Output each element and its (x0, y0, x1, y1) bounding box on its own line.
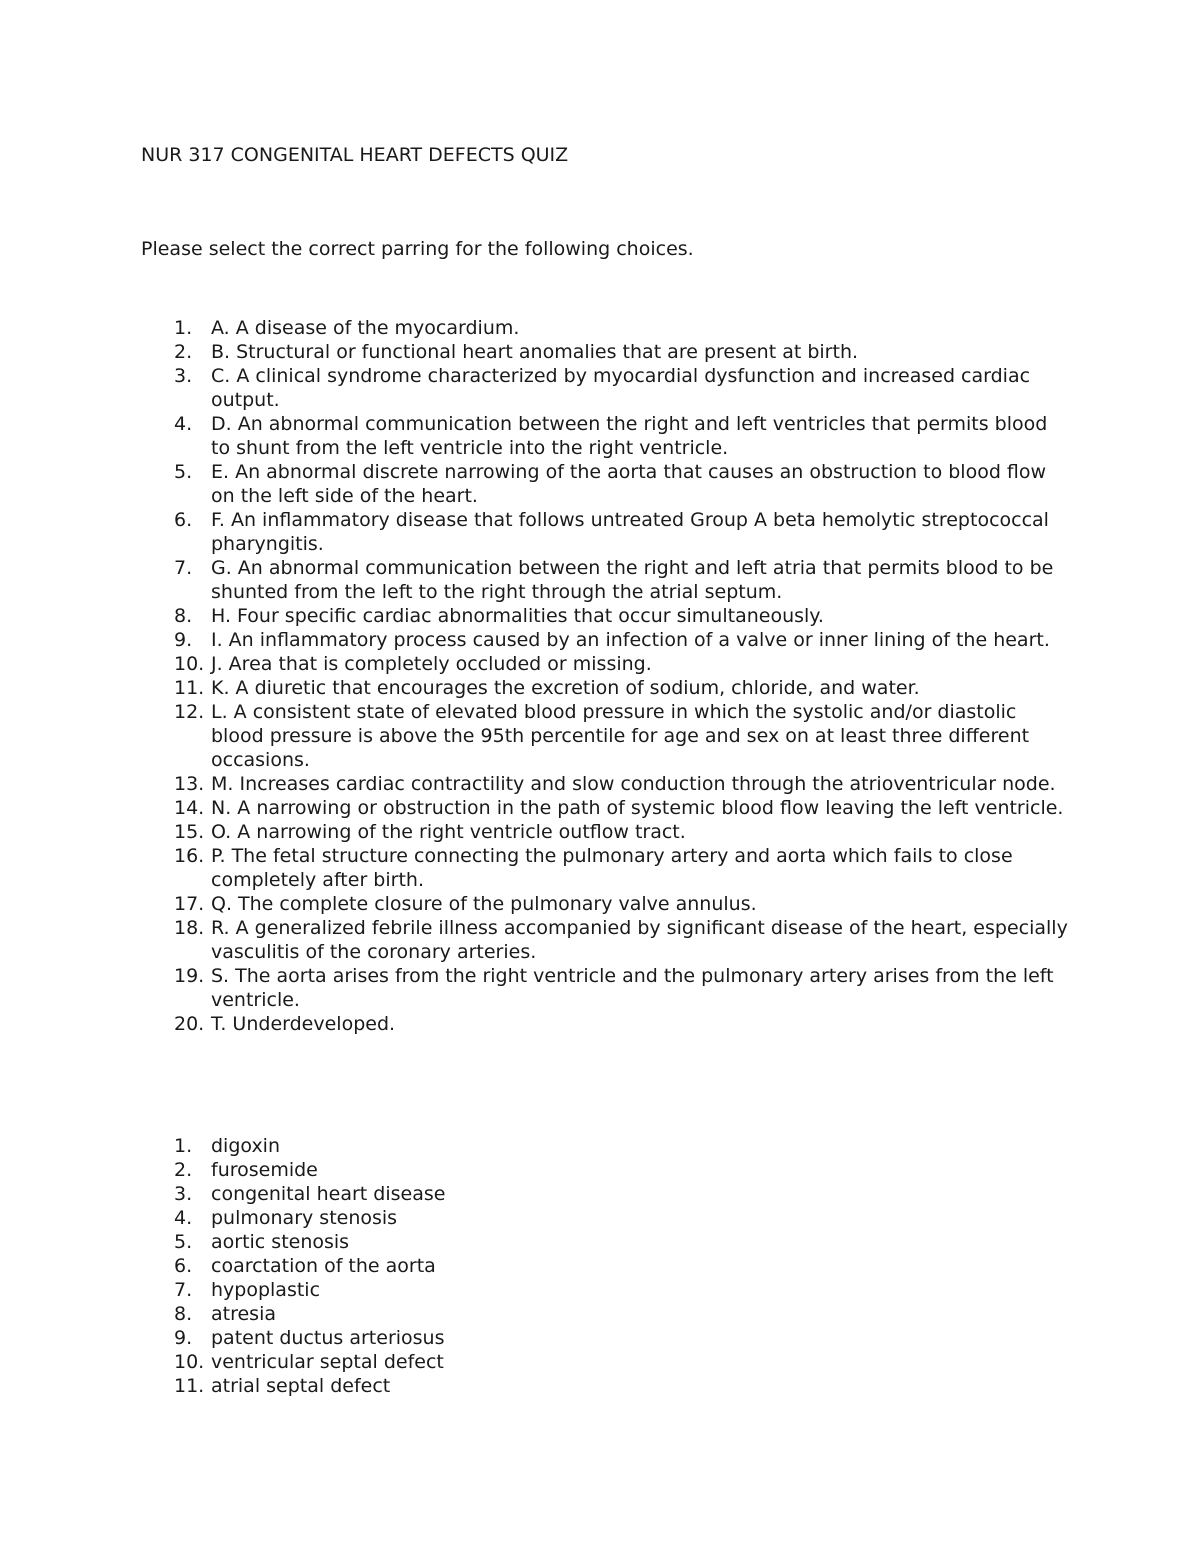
list-item-number: 2. (174, 341, 193, 363)
list-item-text: atrial septal defect (211, 1375, 391, 1397)
list-item (0, 1278, 1200, 1302)
list-item-number: 10. (174, 1351, 205, 1373)
list-item-number: 20. (174, 1013, 205, 1035)
list-item (0, 820, 1200, 844)
list-item (0, 1134, 1200, 1158)
list-item (0, 964, 1200, 1012)
list-item-number: 12. (174, 701, 205, 723)
list-item-number: 9. (174, 629, 193, 651)
list-item (0, 1326, 1200, 1350)
list-item-number: 9. (174, 1327, 193, 1349)
list-item-number: 11. (174, 677, 205, 699)
list-item-text: coarctation of the aorta (211, 1255, 436, 1277)
list-item (0, 796, 1200, 820)
list-item-text: E. An abnormal discrete narrowing of the aorta that causes an obstruction to blood flow on the left side of the heart. (211, 461, 1047, 507)
list-item-number: 4. (174, 1207, 193, 1229)
list-item-number: 1. (174, 1135, 193, 1157)
list-item-text: G. An abnormal communication between the right and left atria that permits blood to be shunted from the left to the right through the atrial septum. (211, 557, 1054, 603)
list-item-text: digoxin (211, 1135, 281, 1157)
terms-list (0, 1134, 1200, 1398)
list-item-text: T. Underdeveloped. (211, 1013, 396, 1035)
list-item (0, 652, 1200, 676)
list-item-number: 17. (174, 893, 205, 915)
list-item-number: 5. (174, 1231, 193, 1253)
list-item (0, 412, 1200, 460)
list-item-text: R. A generalized febrile illness accompanied by significant disease of the heart, especially vasculitis of the coronary arteries. (211, 917, 1068, 963)
list-item-text: S. The aorta arises from the right ventricle and the pulmonary artery arises from the left ventricle. (211, 965, 1054, 1011)
list-item-text: congenital heart disease (211, 1183, 446, 1205)
list-item-text: K. A diuretic that encourages the excretion of sodium, chloride, and water. (211, 677, 920, 699)
list-item (0, 460, 1200, 508)
list-item (0, 316, 1200, 340)
list-item-text: pulmonary stenosis (211, 1207, 398, 1229)
list-item (0, 628, 1200, 652)
list-item-number: 7. (174, 1279, 193, 1301)
list-item-text: Q. The complete closure of the pulmonary valve annulus. (211, 893, 757, 915)
list-item (0, 916, 1200, 964)
list-item-text: B. Structural or functional heart anomalies that are present at birth. (211, 341, 859, 363)
list-item-text: C. A clinical syndrome characterized by myocardial dysfunction and increased cardiac output. (211, 365, 1031, 411)
page-title: NUR 317 CONGENITAL HEART DEFECTS QUIZ (141, 144, 569, 166)
list-item-number: 18. (174, 917, 205, 939)
list-item (0, 1206, 1200, 1230)
list-item-number: 4. (174, 413, 193, 435)
list-item-number: 3. (174, 365, 193, 387)
list-item-number: 3. (174, 1183, 193, 1205)
list-item (0, 1374, 1200, 1398)
list-item (0, 844, 1200, 892)
list-item-number: 13. (174, 773, 205, 795)
definitions-list (0, 316, 1200, 1036)
list-item-text: P. The fetal structure connecting the pulmonary artery and aorta which fails to close completely after birth. (211, 845, 1013, 891)
list-item-text: M. Increases cardiac contractility and slow conduction through the atrioventricular node. (211, 773, 1056, 795)
list-item-number: 5. (174, 461, 193, 483)
list-item-number: 6. (174, 509, 193, 531)
instructions: Please select the correct parring for the following choices. (141, 238, 694, 260)
list-item-number: 19. (174, 965, 205, 987)
list-item-text: O. A narrowing of the right ventricle outflow tract. (211, 821, 686, 843)
list-item (0, 604, 1200, 628)
list-item (0, 1158, 1200, 1182)
list-item (0, 556, 1200, 604)
list-item (0, 892, 1200, 916)
list-item-number: 6. (174, 1255, 193, 1277)
list-item (0, 1302, 1200, 1326)
list-item-text: furosemide (211, 1159, 318, 1181)
list-item (0, 772, 1200, 796)
list-item-number: 10. (174, 653, 205, 675)
list-item-text: atresia (211, 1303, 276, 1325)
list-item-text: L. A consistent state of elevated blood pressure in which the systolic and/or diastolic blood pressure is above the 95th percentile for age and sex on at least three different occasions. (211, 701, 1030, 771)
list-item-text: J. Area that is completely occluded or missing. (211, 653, 652, 675)
list-item-text: H. Four specific cardiac abnormalities that occur simultaneously. (211, 605, 824, 627)
list-item (0, 1350, 1200, 1374)
list-item-text: I. An inflammatory process caused by an infection of a valve or inner lining of the heart. (211, 629, 1050, 651)
list-item-number: 14. (174, 797, 205, 819)
list-item (0, 700, 1200, 772)
list-item (0, 364, 1200, 412)
list-item (0, 1230, 1200, 1254)
list-item-text: N. A narrowing or obstruction in the path of systemic blood flow leaving the left ventricle. (211, 797, 1064, 819)
list-item-number: 15. (174, 821, 205, 843)
list-item-number: 8. (174, 605, 193, 627)
list-item-text: F. An inflammatory disease that follows untreated Group A beta hemolytic streptococcal pharyngitis. (211, 509, 1049, 555)
list-item-text: ventricular septal defect (211, 1351, 444, 1373)
list-item-text: D. An abnormal communication between the right and left ventricles that permits blood to shunt from the left ventricle into the right ventricle. (211, 413, 1048, 459)
list-item-text: A. A disease of the myocardium. (211, 317, 520, 339)
list-item-text: aortic stenosis (211, 1231, 350, 1253)
list-item-number: 16. (174, 845, 205, 867)
list-item-number: 1. (174, 317, 193, 339)
list-item (0, 676, 1200, 700)
list-item (0, 340, 1200, 364)
list-item-number: 8. (174, 1303, 193, 1325)
list-item (0, 1254, 1200, 1278)
list-item-text: hypoplastic (211, 1279, 321, 1301)
list-item (0, 508, 1200, 556)
list-item-number: 2. (174, 1159, 193, 1181)
list-item-number: 11. (174, 1375, 205, 1397)
list-item-number: 7. (174, 557, 193, 579)
list-item (0, 1182, 1200, 1206)
list-item-text: patent ductus arteriosus (211, 1327, 445, 1349)
list-item (0, 1012, 1200, 1036)
